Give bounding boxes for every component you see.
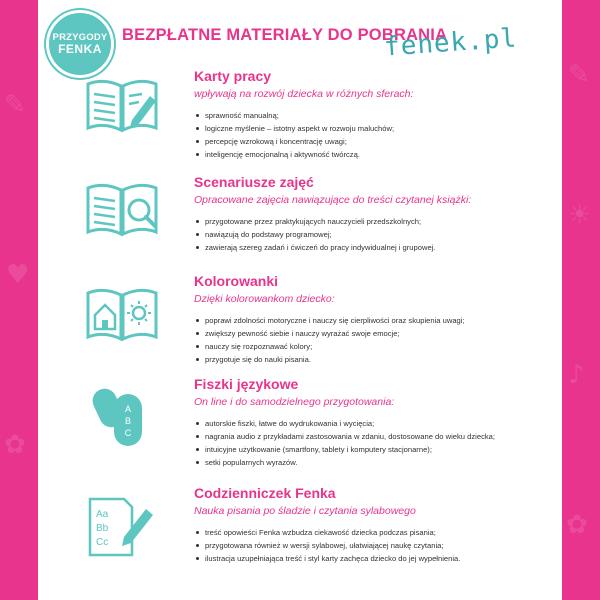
list-item: sprawność manualną; xyxy=(194,109,394,122)
svg-text:C: C xyxy=(124,428,132,438)
list-item: nawiązują do podstawy programowej; xyxy=(194,228,435,241)
bullet-list xyxy=(194,314,465,366)
decor-icon: ♪ xyxy=(568,360,585,390)
flashcards-icon xyxy=(84,382,160,446)
bullet-list xyxy=(194,109,394,161)
section-subtitle: wpływają na rozwój dziecka w różnych sferach: xyxy=(194,88,414,100)
open-book-magnifier-icon xyxy=(84,178,160,242)
list-item: przygotowane przez praktykujących nauczycieli przedszkolnych; xyxy=(194,215,435,228)
open-book-pencil-icon xyxy=(84,74,160,138)
section-subtitle: On line i do samodzielnego przygotowania: xyxy=(194,396,395,408)
list-item: zawierają szereg zadań i ćwiczeń do pracy indywidualnej i grupowej. xyxy=(194,241,435,254)
document-sheet xyxy=(38,0,562,600)
list-item: poprawi zdolności motoryczne i nauczy się cierpliwości oraz skupienia uwagi; xyxy=(194,314,465,327)
list-item: percepcję wzrokową i koncentrację uwagi; xyxy=(194,135,394,148)
list-item: treść opowieści Fenka wzbudza ciekawość dziecka podczas pisania; xyxy=(194,526,460,539)
svg-text:Aa: Aa xyxy=(96,509,109,520)
section-title: Fiszki językowe xyxy=(194,376,299,392)
page-title: BEZPŁATNE MATERIAŁY DO POBRANIA xyxy=(122,26,448,44)
list-item: setki popularnych wyrazów. xyxy=(194,456,495,469)
section-subtitle: Dzięki kolorowankom dziecko: xyxy=(194,293,335,305)
decor-icon: ✎ xyxy=(568,60,590,90)
svg-text:B: B xyxy=(124,416,132,426)
svg-text:Cc: Cc xyxy=(96,537,109,548)
logo xyxy=(46,10,114,78)
list-item: nagrania audio z przykładami zastosowania w zdaniu, dostosowane do wieku dziecka; xyxy=(194,430,495,443)
list-item: intuicyjne użytkowanie (smartfony, tablety i komputery stacjonarne); xyxy=(194,443,495,456)
coloring-book-icon xyxy=(84,283,160,347)
logo-line-1: PRZYGODY xyxy=(52,31,108,43)
decor-icon: ♥ xyxy=(6,260,30,290)
list-item: logiczne myślenie – istotny aspekt w rozwoju maluchów; xyxy=(194,122,394,135)
svg-text:Bb: Bb xyxy=(96,523,109,534)
logo-line-2: FENKA xyxy=(58,41,102,56)
list-item: przygotowana również w wersji sylabowej, ułatwiającej naukę czytania; xyxy=(194,539,460,552)
decor-icon: ✿ xyxy=(4,430,26,460)
section-subtitle: Opracowane zajęcia nawiązujące do treści czytanej książki: xyxy=(194,194,472,206)
decor-icon: ✿ xyxy=(566,510,588,540)
bullet-list xyxy=(194,526,460,565)
section-title: Karty pracy xyxy=(194,68,272,84)
bullet-list xyxy=(194,215,435,254)
bullet-list xyxy=(194,417,495,469)
list-item: przygotuje się do nauki pisania. xyxy=(194,353,465,366)
list-item: inteligencję emocjonalną i aktywność twórczą. xyxy=(194,148,394,161)
list-item: ilustracja uzupełniająca treść i styl karty zachęca dziecko do jej wypełnienia. xyxy=(194,552,460,565)
decor-icon: ☀ xyxy=(568,200,592,230)
decor-icon: ✎ xyxy=(4,90,26,120)
list-item: zwiększy pewność siebie i nauczy wyrażać swoje emocje; xyxy=(194,327,465,340)
section-title: Scenariusze zajęć xyxy=(194,174,314,190)
writing-sheet-pencil-icon xyxy=(84,491,160,555)
section-subtitle: Nauka pisania po śladzie i czytania sylabowego xyxy=(194,505,416,517)
section-title: Kolorowanki xyxy=(194,273,279,289)
section-title: Codzienniczek Fenka xyxy=(194,485,336,501)
list-item: autorskie fiszki, łatwe do wydrukowania i wycięcia; xyxy=(194,417,495,430)
list-item: nauczy się rozpoznawać kolory; xyxy=(194,340,465,353)
svg-text:A: A xyxy=(124,404,132,414)
watermark: fenek.pl xyxy=(383,23,519,63)
